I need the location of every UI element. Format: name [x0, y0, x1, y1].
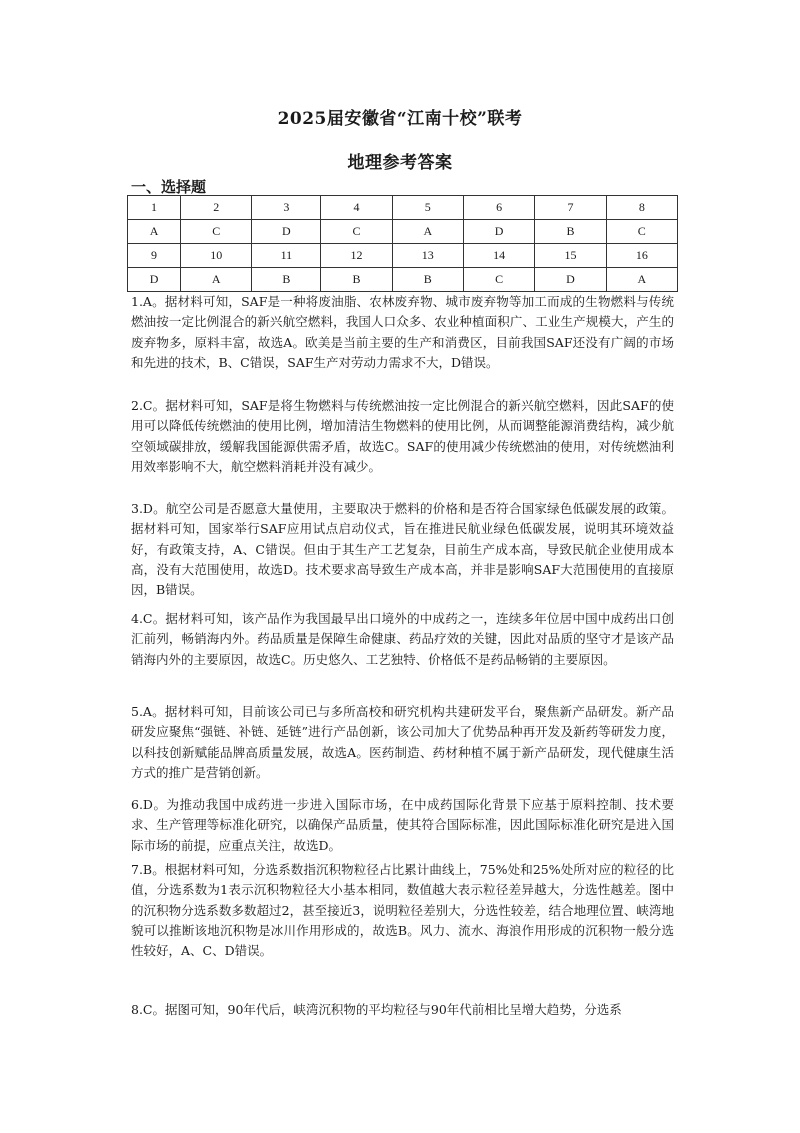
- table-cell: 9: [128, 244, 181, 268]
- explanation-paragraph: 8.C。据图可知，90年代后，峡湾沉积物的平均粒径与90年代前相比呈增大趋势，分选系: [131, 1002, 622, 1017]
- table-cell: B: [392, 268, 463, 292]
- table-cell: 4: [321, 196, 392, 220]
- table-cell: D: [252, 220, 321, 244]
- table-cell: 13: [392, 244, 463, 268]
- explanation-paragraph: 3.D。航空公司是否愿意大量使用，主要取决于燃料的价格和是否符合国家绿色低碳发展的政策。据材料可知，国家举行SAF应用试点启动仪式，旨在推进民航业绿色低碳发展，说明其环境效益好，有政策支持，A、C错误。但由于其生产工艺复杂，目前生产成本高，导致民航企业使用成本高，没有大范围使用，故选D。技术要求高导致生产成本高，并非是影响SAF大范围使用的直接原因，B错误。: [131, 501, 674, 598]
- table-cell: C: [463, 268, 534, 292]
- explanation-paragraph: 7.B。根据材料可知，分选系数指沉积物粒径占比累计曲线上，75%处和25%处所对应的粒径的比值，分选系数为1表示沉积物粒径大小基本相同，数值越大表示粒径差异越大，分选性越差。图中的沉积物分选系数多数超过2，甚至接近3，说明粒径差别大，分选性较差，结合地理位置、峡湾地貌可以推断该地沉积物是冰川作用形成的，故选B。风力、流水、海浪作用形成的沉积物一般分选性较好，A、C、D错误。: [131, 862, 674, 959]
- explanation-paragraph: 5.A。据材料可知，目前该公司已与多所高校和研究机构共建研发平台，聚焦新产品研发。新产品研发应聚焦“强链、补链、延链”进行产品创新，该公司加大了优势品种再开发及新药等研发力度，以科技创新赋能品牌高质量发展，故选A。医药制造、药材种植不属于新产品研发，现代健康生活方式的推广是营销创新。: [131, 704, 674, 780]
- table-row: [128, 196, 678, 220]
- explanation-paragraph: 2.C。据材料可知，SAF是将生物燃料与传统燃油按一定比例混合的新兴航空燃料，因此SAF的使用可以降低传统燃油的使用比例，增加清洁生物燃料的使用比例，从而调整能源消费结构，减少航空领域碳排放，缓解我国能源供需矛盾，故选C。SAF的使用减少传统燃油的使用，对传统燃油利用效率影响不大，航空燃料消耗并没有减少。: [131, 398, 674, 474]
- table-cell: 16: [606, 244, 677, 268]
- table-cell: C: [181, 220, 252, 244]
- table-cell: 15: [535, 244, 606, 268]
- table-cell: A: [606, 268, 677, 292]
- table-cell: C: [606, 220, 677, 244]
- table-cell: 10: [181, 244, 252, 268]
- table-cell: 12: [321, 244, 392, 268]
- document-subtitle: 地理参考答案: [347, 153, 453, 173]
- table-cell: 14: [463, 244, 534, 268]
- table-cell: 6: [463, 196, 534, 220]
- table-cell: 8: [606, 196, 677, 220]
- explanation-paragraph: 1.A。据材料可知，SAF是一种将废油脂、农林废弃物、城市废弃物等加工而成的生物燃料与传统燃油按一定比例混合的新兴航空燃料，我国人口众多、农业种植面积广、工业生产规模大，产生的废弃物多，原料丰富，故选A。欧美是当前主要的生产和消费区，目前我国SAF还没有广阔的市场和先进的技术，B、C错误，SAF生产对劳动力需求不大，D错误。: [131, 294, 674, 370]
- table-row: [128, 220, 678, 244]
- table-cell: 5: [392, 196, 463, 220]
- table-cell: B: [321, 268, 392, 292]
- table-row: [128, 244, 678, 268]
- table-cell: 7: [535, 196, 606, 220]
- table-cell: D: [128, 268, 181, 292]
- table-row: [128, 268, 678, 292]
- explanation-paragraph: 4.C。据材料可知，该产品作为我国最早出口境外的中成药之一，连续多年位居中国中成药出口创汇前列，畅销海内外。药品质量是保障生命健康、药品疗效的关键，因此对品质的坚守才是该产品销海内外的主要原因，故选C。历史悠久、工艺独特、价格低不是药品畅销的主要原因。: [131, 611, 674, 667]
- table-cell: C: [321, 220, 392, 244]
- table-cell: D: [535, 268, 606, 292]
- explanation-paragraph: 6.D。为推动我国中成药进一步进入国际市场，在中成药国际化背景下应基于原料控制、技术要求、生产管理等标准化研究，以确保产品质量，使其符合国际标准，因此国际标准化研究是进入国际市场的前提，应重点关注，故选D。: [131, 797, 674, 853]
- table-cell: B: [535, 220, 606, 244]
- table-cell: 2: [181, 196, 252, 220]
- table-cell: D: [463, 220, 534, 244]
- table-cell: 11: [252, 244, 321, 268]
- table-cell: A: [128, 220, 181, 244]
- answer-table: [127, 195, 678, 292]
- table-cell: A: [181, 268, 252, 292]
- document-title: 2025届安徽省“江南十校”联考: [277, 109, 523, 129]
- table-cell: 1: [128, 196, 181, 220]
- table-cell: A: [392, 220, 463, 244]
- section-heading: 一、选择题: [131, 178, 207, 196]
- table-cell: 3: [252, 196, 321, 220]
- table-cell: B: [252, 268, 321, 292]
